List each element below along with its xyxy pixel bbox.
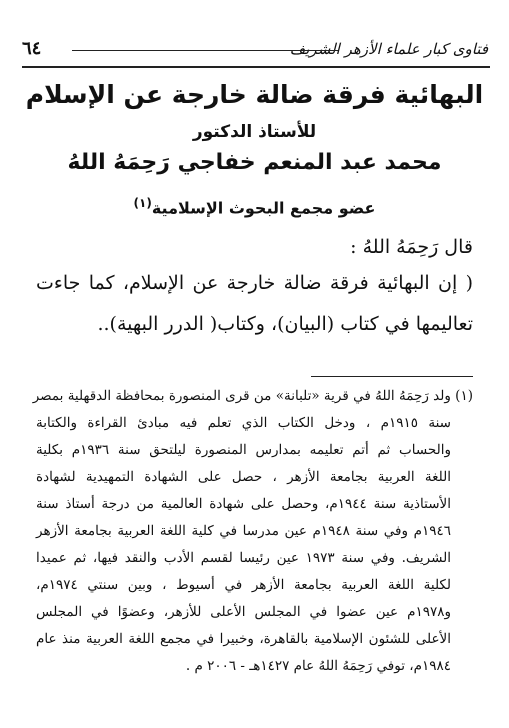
running-title: فتاوى كبار علماء الأزهر الشريف — [289, 40, 488, 58]
footnote-line: الشريف. وفي سنة ١٩٧٣ عين رئيسا لقسم الأدب والنقد فيها، ثم عميدا — [36, 550, 451, 566]
footnote-line: و١٩٧٨م عين عضوا في المجلس الأعلى للأزهر، وعضوًا في المجلس — [36, 604, 451, 620]
byline-prefix: للأستاذ الدكتور — [192, 122, 317, 142]
page-header — [22, 36, 490, 66]
author-affiliation — [0, 196, 509, 217]
footnote-line: والحساب ثم أتم تعليمه بمدارس المنصورة ليلتحق سنة ١٩٣٦م بكلية — [36, 442, 451, 458]
footnote-line: ١٩٨٤م، توفي رَحِمَهُ اللهُ عام ١٤٢٧هـ - ٢٠٠٦ م . — [185, 658, 451, 674]
footnote-separator — [311, 376, 473, 377]
footnote-line: الأستاذية سنة ١٩٤٤م، وحصل على شهادة العالمية من درجة أستاذ سنة — [36, 496, 451, 512]
page-number: ٦٤ — [22, 38, 42, 59]
footnote-line: (١) ولد رَحِمَهُ اللهُ في قرية «تلبانة» من قرى المنصورة بمحافظة الدقهلية بمصر — [32, 388, 473, 404]
author-name: محمد عبد المنعم خفاجي رَحِمَهُ اللهُ — [67, 150, 442, 175]
said-line: قال رَحِمَهُ اللهُ : — [350, 236, 473, 258]
footnote-line: لكلية اللغة العربية بجامعة الأزهر في أسيوط ، وبين سنتي ١٩٧٤م، — [36, 577, 451, 593]
footnote-marker: (١) — [133, 196, 152, 210]
article-title: البهائية فرقة ضالة خارجة عن الإسلام — [25, 80, 484, 109]
header-rule — [72, 50, 338, 51]
body-line-2: تعاليمها في كتاب (البيان)، وكتاب( الدرر البهية).. — [97, 313, 473, 335]
footnote-line: ١٩٤٦م وفي سنة ١٩٤٨م عين مدرسا في كلية اللغة العربية بجامعة الأزهر — [36, 523, 451, 539]
footnote-line: سنة ١٩١٥م ، ودخل الكتاب الذي تعلم فيه مبادئ القراءة والكتابة — [36, 415, 451, 431]
header-underline — [22, 66, 490, 68]
affiliation-text: عضو مجمع البحوث الإسلامية — [151, 198, 376, 218]
footnote-line: الأعلى للشئون الإسلامية بالقاهرة، وخبيرا في مجمع اللغة العربية منذ عام — [36, 631, 451, 647]
footnote-line: اللغة العربية بجامعة الأزهر ، حصل على الشهادة التمهيدية لشهادة — [36, 469, 451, 485]
body-line-1: ( إن البهائية فرقة ضالة خارجة عن الإسلام، كما جاءت — [36, 272, 473, 294]
